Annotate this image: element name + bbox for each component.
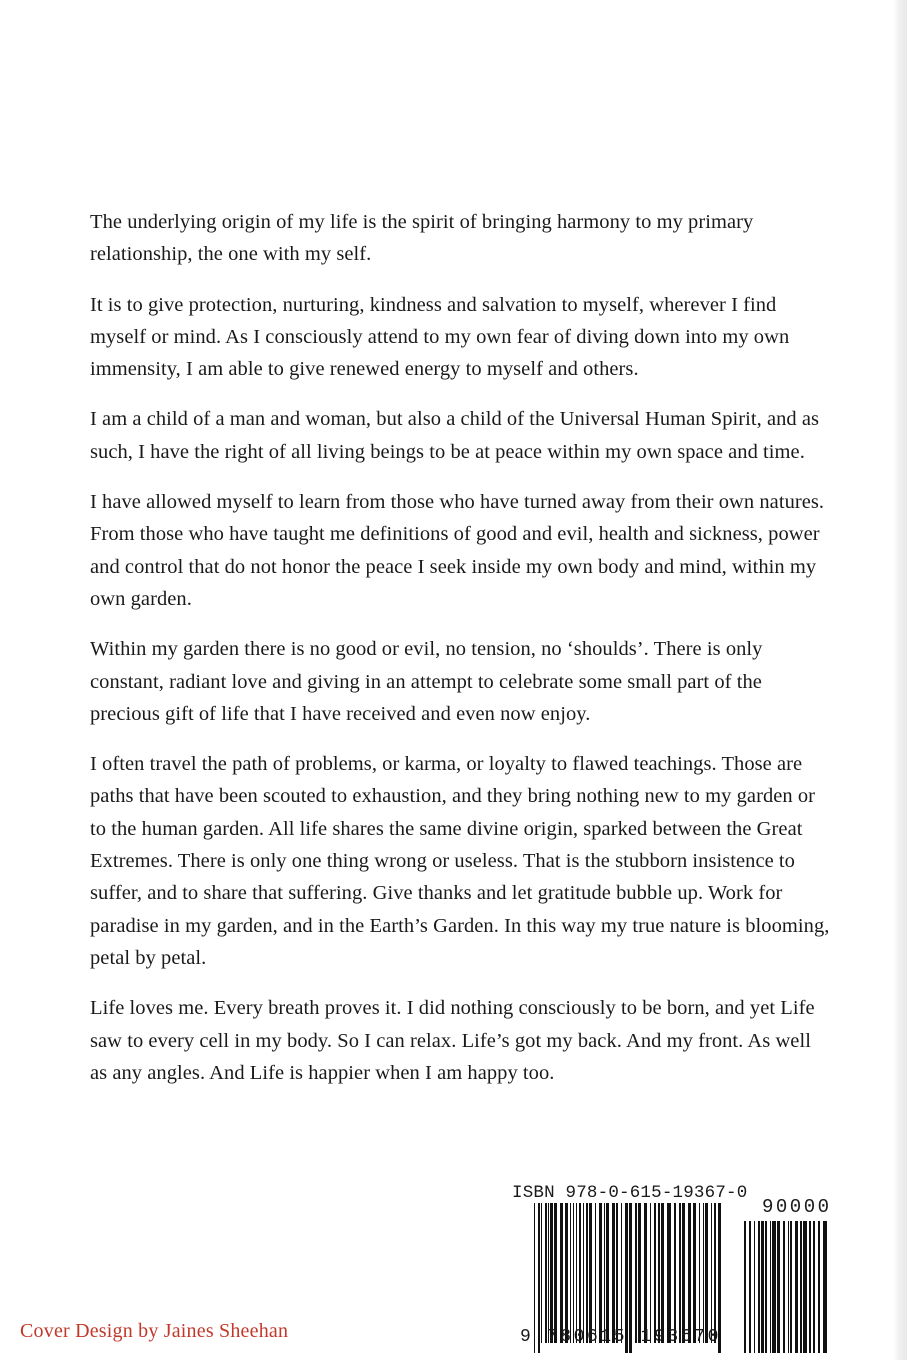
addon-bar [777, 1221, 780, 1353]
barcode-bar [612, 1203, 615, 1343]
barcode-bar [570, 1203, 571, 1343]
addon-bar [758, 1221, 760, 1353]
barcode-bar [674, 1203, 676, 1343]
barcode-bar [599, 1203, 602, 1343]
paragraph-7: Life loves me. Every breath proves it. I did nothing consciously to be born, and yet Life saw to every cell in my body. So I can relax. Life’s got my back. And my front. As well as any angles. And Life is happier when I am happy too. [90, 997, 815, 1084]
addon-bar [823, 1221, 827, 1353]
barcode-bar [560, 1203, 563, 1343]
addon-bar [803, 1221, 807, 1353]
barcode-bar [688, 1203, 691, 1343]
barcode-bar [644, 1203, 647, 1343]
barcode-bar [703, 1203, 704, 1343]
barcode-bar [705, 1203, 708, 1343]
barcode-bar [589, 1203, 592, 1343]
barcode-bar [616, 1203, 618, 1343]
barcode-bar [699, 1203, 700, 1343]
barcode-bar [635, 1203, 637, 1343]
addon-bar [754, 1221, 755, 1353]
paragraph-5: Within my garden there is no good or evil, no tension, no ‘shoulds’. There is only constant, radiant love and giving in an attempt to celebrate some small part of the precious gift of life that I have received and even now enjoy. [90, 638, 763, 725]
addon-bar [761, 1221, 764, 1353]
barcode-bar [661, 1203, 664, 1343]
barcode-bar [583, 1203, 584, 1343]
barcode-bar [679, 1203, 681, 1343]
addon-bar [770, 1221, 771, 1353]
barcode-bar [711, 1203, 712, 1343]
barcode-bar [714, 1203, 716, 1343]
addon-bar [783, 1221, 785, 1353]
price-code: 90000 [762, 1196, 832, 1218]
barcode-bar [638, 1203, 641, 1343]
addon-bar [813, 1221, 815, 1353]
barcode-bar [545, 1203, 547, 1343]
barcode-bar [573, 1203, 574, 1343]
paragraph-1: The underlying origin of my life is the spirit of bringing harmony to my primary relationship, the one with my self. [90, 211, 754, 266]
page-edge-shadow [893, 0, 907, 1360]
isbn-label: ISBN 978-0-615-19367-0 [512, 1183, 748, 1203]
barcode-bar [565, 1203, 568, 1343]
barcode-bar [650, 1203, 651, 1343]
addon-bar [788, 1221, 789, 1353]
addon-bar [749, 1221, 751, 1353]
paragraph-3: I am a child of a man and woman, but also a child of the Universal Human Spirit, and as such, I have the right of all living beings to be at peace within my own space and time. [90, 408, 820, 463]
paragraph-2: It is to give protection, nurturing, kindness and salvation to myself, wherever I find myself or mind. As I consciously attend to my own fear of diving down into my own immensity, I am able to give renewed energy to myself and others. [90, 293, 790, 381]
barcode-bar [576, 1203, 577, 1343]
addon-bar [772, 1221, 776, 1353]
addon-barcode-bars [744, 1221, 827, 1353]
barcode-bar [693, 1203, 696, 1343]
ean-digits: 9 780615 193670 [520, 1327, 722, 1347]
barcode-bar [586, 1203, 588, 1343]
barcode-bar [658, 1203, 660, 1343]
addon-bar [809, 1221, 811, 1353]
addon-bar [800, 1221, 802, 1353]
addon-bar [818, 1221, 820, 1353]
barcode-bar [548, 1203, 549, 1343]
barcode-bar [595, 1203, 596, 1343]
addon-bar [744, 1221, 746, 1353]
barcode-bar [579, 1203, 581, 1343]
barcode-bar [667, 1203, 671, 1343]
barcode-bar [604, 1203, 605, 1343]
barcode-bar [541, 1203, 542, 1343]
barcode-bar [654, 1203, 656, 1343]
barcode-bar [621, 1203, 622, 1343]
addon-bar [790, 1221, 792, 1353]
paragraph-6: I often travel the path of problems, or karma, or loyalty to flawed teachings. Those are paths that have been scouted to exhaustion, and they bring nothing new to my garden or to the human garden. All life shares the same divine origin, sparked between the Great Extremes. There is only one thing wrong or useless. That is the stubborn insistence to suffer, and to share that suffering. Give thanks and let gratitude bubble up. Work for paradise in my garden, and in the Earth’s Garden. In this way my true nature is blooming, petal by petal. [90, 753, 830, 969]
back-cover-text [90, 206, 830, 1107]
barcode-bar [606, 1203, 609, 1343]
paragraph-4: I have allowed myself to learn from those who have turned away from their own natures. From those who have taught me definitions of good and evil, health and sickness, power and control that do not honor the peace I seek inside my own body and mind, within my own garden. [90, 491, 825, 610]
barcode-bar [682, 1203, 685, 1343]
addon-bar [765, 1221, 767, 1353]
barcode-bar [554, 1203, 557, 1343]
barcode-bar [550, 1203, 553, 1343]
addon-bar [795, 1221, 798, 1353]
cover-design-credit: Cover Design by Jaines Sheehan [20, 1320, 289, 1342]
